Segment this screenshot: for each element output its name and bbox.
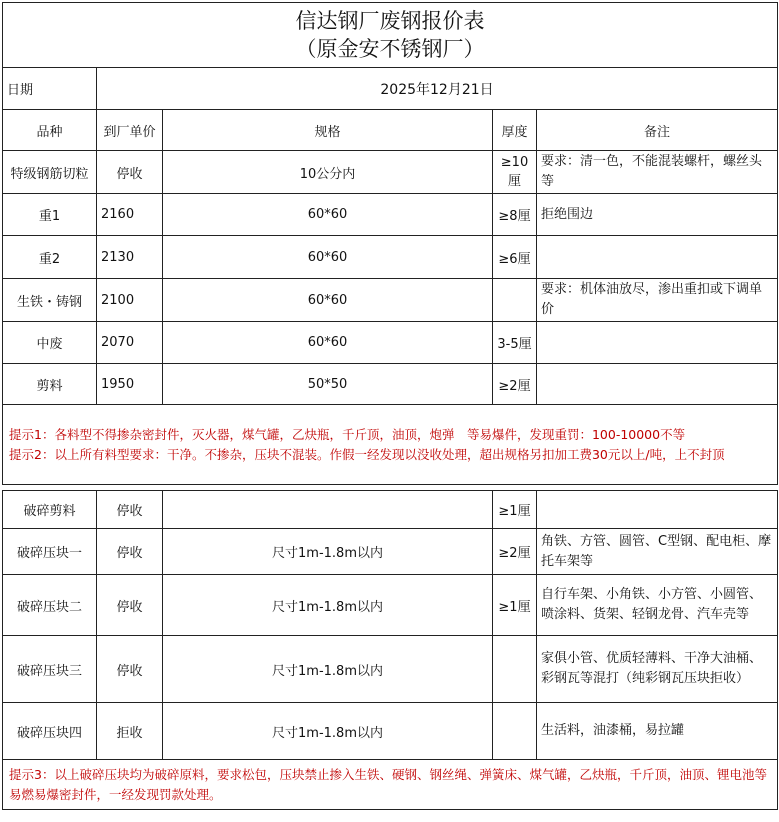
title-line-2: （原金安不锈钢厂） — [295, 37, 485, 61]
notes-1-2 — [3, 405, 778, 485]
note-tip-2: 提示2：以上所有料型要求：干净。不掺杂，压块不混装。作假一经发现以没收处理，超出规格另扣加工费30元以上/吨，上不封顶 — [9, 446, 725, 462]
cell-price: 拒收 — [97, 703, 163, 760]
cell-price: 停收 — [97, 636, 163, 703]
cell-variety: 剪料 — [3, 364, 97, 405]
cell-thickness: ≥1厘 — [493, 491, 537, 529]
price-table — [2, 2, 778, 810]
cell-price: 停收 — [97, 529, 163, 575]
cell-thickness: ≥10厘 — [493, 151, 537, 194]
table-row — [3, 322, 778, 364]
cell-variety: 重1 — [3, 194, 97, 236]
price-sheet — [2, 2, 777, 818]
cell-remark — [537, 491, 778, 529]
cell-thickness — [493, 703, 537, 760]
table-row — [3, 151, 778, 194]
cell-price: 停收 — [97, 575, 163, 636]
cell-spec: 60*60 — [163, 322, 493, 364]
header-price: 到厂单价 — [97, 110, 163, 151]
table-row — [3, 491, 778, 529]
header-variety: 品种 — [3, 110, 97, 151]
cell-variety: 特级钢筋切粒 — [3, 151, 97, 194]
cell-variety: 破碎压块二 — [3, 575, 97, 636]
cell-thickness: ≥2厘 — [493, 529, 537, 575]
table-row — [3, 279, 778, 322]
cell-thickness: 3-5厘 — [493, 322, 537, 364]
cell-price: 2070 — [97, 322, 163, 364]
table-row — [3, 194, 778, 236]
header-remark: 备注 — [537, 110, 778, 151]
date-row — [3, 68, 778, 110]
cell-spec: 60*60 — [163, 279, 493, 322]
date-value: 2025年12月21日 — [97, 68, 778, 110]
header-spec: 规格 — [163, 110, 493, 151]
cell-thickness — [493, 636, 537, 703]
header-row — [3, 110, 778, 151]
cell-remark — [537, 236, 778, 279]
cell-variety: 重2 — [3, 236, 97, 279]
cell-spec: 尺寸1m-1.8m以内 — [163, 703, 493, 760]
date-label: 日期 — [3, 68, 97, 110]
table-row — [3, 575, 778, 636]
header-thickness: 厚度 — [493, 110, 537, 151]
cell-thickness: ≥1厘 — [493, 575, 537, 636]
table-row — [3, 636, 778, 703]
cell-remark — [537, 364, 778, 405]
cell-remark: 家俱小管、优质轻薄料、干净大油桶、彩钢瓦等混打（纯彩钢瓦压块拒收） — [537, 636, 778, 703]
cell-price: 2160 — [97, 194, 163, 236]
page-title — [3, 3, 778, 68]
cell-price: 2100 — [97, 279, 163, 322]
cell-spec: 10公分内 — [163, 151, 493, 194]
table-row — [3, 236, 778, 279]
cell-variety: 破碎压块三 — [3, 636, 97, 703]
cell-spec: 尺寸1m-1.8m以内 — [163, 529, 493, 575]
cell-spec: 50*50 — [163, 364, 493, 405]
cell-spec — [163, 491, 493, 529]
cell-price: 停收 — [97, 491, 163, 529]
note-tip-1: 提示1：各料型不得掺杂密封件，灭火器，煤气罐，乙炔瓶，千斤顶，油顶，炮弹 等易爆件，发现重罚：100-10000不等 — [9, 426, 686, 442]
cell-remark: 要求：清一色，不能混装螺杆，螺丝头等 — [537, 151, 778, 194]
cell-remark: 角铁、方管、圆管、C型钢、配电柜、摩托车架等 — [537, 529, 778, 575]
cell-remark: 生活料，油漆桶，易拉罐 — [537, 703, 778, 760]
cell-remark — [537, 322, 778, 364]
cell-variety: 中废 — [3, 322, 97, 364]
cell-remark: 自行车架、小角铁、小方管、小圆管、喷涂料、货架、轻钢龙骨、汽车壳等 — [537, 575, 778, 636]
cell-spec: 尺寸1m-1.8m以内 — [163, 636, 493, 703]
cell-remark: 要求：机体油放尽，渗出重扣或下调单价 — [537, 279, 778, 322]
cell-variety: 破碎压块四 — [3, 703, 97, 760]
cell-spec: 60*60 — [163, 194, 493, 236]
cell-remark: 拒绝围边 — [537, 194, 778, 236]
cell-thickness: ≥8厘 — [493, 194, 537, 236]
cell-price: 停收 — [97, 151, 163, 194]
cell-thickness: ≥6厘 — [493, 236, 537, 279]
table-row — [3, 529, 778, 575]
note-tip-3: 提示3：以上破碎压块均为破碎原料，要求松包，压块禁止掺入生铁、硬钢、钢丝绳、弹簧床、煤气罐，乙炔瓶，千斤顶，油顶、锂电池等易燃易爆密封件，一经发现罚款处理。 — [3, 760, 778, 810]
note-3-row — [3, 760, 778, 810]
cell-thickness — [493, 279, 537, 322]
cell-thickness: ≥2厘 — [493, 364, 537, 405]
cell-spec: 尺寸1m-1.8m以内 — [163, 575, 493, 636]
cell-variety: 生铁・铸钢 — [3, 279, 97, 322]
notes-row — [3, 405, 778, 485]
title-line-1: 信达钢厂废钢报价表 — [295, 9, 485, 33]
table-row — [3, 703, 778, 760]
cell-variety: 破碎压块一 — [3, 529, 97, 575]
cell-price: 2130 — [97, 236, 163, 279]
cell-spec: 60*60 — [163, 236, 493, 279]
table-row — [3, 364, 778, 405]
cell-variety: 破碎剪料 — [3, 491, 97, 529]
cell-price: 1950 — [97, 364, 163, 405]
title-row — [3, 3, 778, 68]
